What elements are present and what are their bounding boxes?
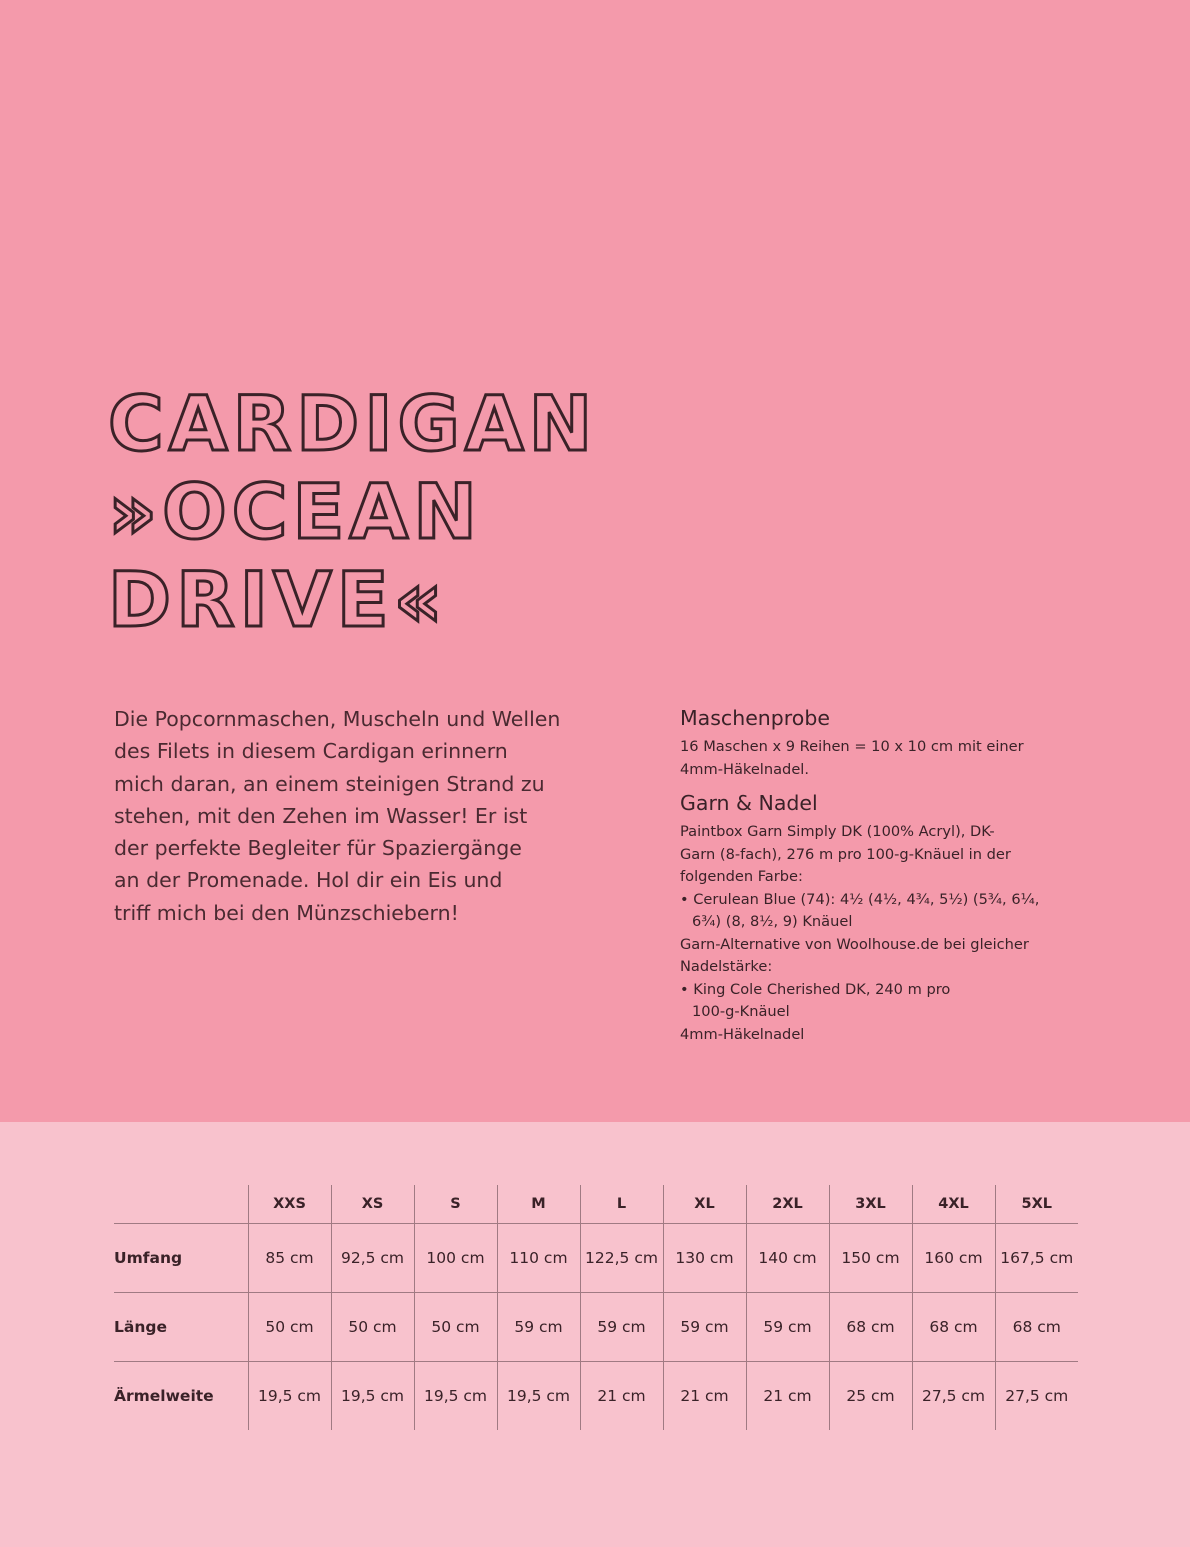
size-header: 4XL: [912, 1185, 995, 1224]
table-cell: 68 cm: [995, 1293, 1078, 1362]
garn-bullet-line: 100-g-Knäuel: [692, 1003, 790, 1020]
table-cell: 21 cm: [580, 1362, 663, 1431]
row-label: Länge: [114, 1293, 248, 1362]
size-header: 2XL: [746, 1185, 829, 1224]
table-cell: 19,5 cm: [497, 1362, 580, 1431]
table-cell: 68 cm: [912, 1293, 995, 1362]
table-cell: 19,5 cm: [331, 1362, 414, 1431]
size-table: [114, 1185, 1078, 1430]
table-cell: 122,5 cm: [580, 1224, 663, 1293]
table-cell: 130 cm: [663, 1224, 746, 1293]
table-row: [114, 1224, 1078, 1293]
table-cell: 160 cm: [912, 1224, 995, 1293]
garn-heading: Garn & Nadel: [680, 791, 818, 815]
size-header: XXS: [248, 1185, 331, 1224]
table-cell: 50 cm: [248, 1293, 331, 1362]
table-cell: 68 cm: [829, 1293, 912, 1362]
table-cell: 50 cm: [331, 1293, 414, 1362]
garn-alt-line: Nadelstärke:: [680, 958, 773, 975]
garn-bullet-line: • Cerulean Blue (74): 4½ (4½, 4¾, 5½) (5¾, 6¼,: [680, 890, 1040, 908]
table-row: [114, 1293, 1078, 1362]
table-cell: 19,5 cm: [414, 1362, 497, 1431]
table-cell: 50 cm: [414, 1293, 497, 1362]
garn-alt-line: Garn-Alternative von Woolhouse.de bei gleicher: [680, 935, 1029, 953]
maschenprobe-line: 16 Maschen x 9 Reihen = 10 x 10 cm mit einer: [680, 738, 1024, 755]
size-header: M: [497, 1185, 580, 1224]
size-header: XS: [331, 1185, 414, 1224]
title-line: CARDIGAN: [108, 379, 598, 468]
maschenprobe-line: 4mm-Häkelnadel.: [680, 760, 809, 778]
maschenprobe-text: [680, 736, 1100, 781]
intro-line: an der Promenade. Hol dir ein Eis und: [114, 868, 503, 893]
table-cell: 140 cm: [746, 1224, 829, 1293]
table-cell: 27,5 cm: [995, 1362, 1078, 1431]
intro-line: der perfekte Begleiter für Spaziergänge: [114, 836, 522, 861]
table-cell: 150 cm: [829, 1224, 912, 1293]
size-header-row: [114, 1185, 1078, 1224]
specs-column: [680, 704, 1100, 1046]
size-header: 3XL: [829, 1185, 912, 1224]
table-cell: 25 cm: [829, 1362, 912, 1431]
garn-line: Garn (8-fach), 276 m pro 100-g-Knäuel in der: [680, 845, 1011, 863]
table-cell: 21 cm: [663, 1362, 746, 1431]
row-label: Ärmelweite: [114, 1387, 214, 1405]
table-cell: 59 cm: [746, 1293, 829, 1362]
pattern-title: [108, 380, 597, 644]
intro-line: stehen, mit den Zehen im Wasser! Er ist: [114, 803, 528, 828]
table-cell: 21 cm: [746, 1362, 829, 1431]
intro-line: mich daran, an einem steinigen Strand zu: [114, 771, 545, 796]
intro-line: des Filets in diesem Cardigan erinnern: [114, 739, 508, 764]
size-header: XL: [663, 1185, 746, 1224]
intro-line: triff mich bei den Münzschiebern!: [114, 900, 459, 925]
table-cell: 85 cm: [248, 1224, 331, 1293]
table-cell: 59 cm: [580, 1293, 663, 1362]
garn-needle: 4mm-Häkelnadel: [680, 1025, 805, 1043]
row-label: Umfang: [114, 1224, 248, 1293]
size-header: L: [580, 1185, 663, 1224]
table-cell: 19,5 cm: [248, 1362, 331, 1431]
garn-bullet-line: 6¾) (8, 8½, 9) Knäuel: [692, 913, 853, 930]
size-header: 5XL: [995, 1185, 1078, 1224]
table-cell: 92,5 cm: [331, 1224, 414, 1293]
size-header: S: [414, 1185, 497, 1224]
title-line: DRIVE«: [108, 555, 448, 644]
maschenprobe-heading: Maschenprobe: [680, 706, 830, 730]
intro-text: [114, 703, 604, 929]
size-header-empty: [114, 1185, 248, 1224]
table-cell: 59 cm: [663, 1293, 746, 1362]
intro-line: Die Popcornmaschen, Muscheln und Wellen: [114, 707, 561, 731]
garn-text: [680, 821, 1100, 1046]
table-cell: 167,5 cm: [995, 1224, 1078, 1293]
table-cell: 100 cm: [414, 1224, 497, 1293]
table-row: [114, 1362, 1078, 1431]
garn-bullet-line: • King Cole Cherished DK, 240 m pro: [680, 980, 951, 998]
title-line: »OCEAN: [108, 467, 482, 556]
garn-line: Paintbox Garn Simply DK (100% Acryl), DK-: [680, 823, 995, 840]
table-cell: 110 cm: [497, 1224, 580, 1293]
garn-line: folgenden Farbe:: [680, 868, 803, 885]
table-cell: 59 cm: [497, 1293, 580, 1362]
table-cell: 27,5 cm: [912, 1362, 995, 1431]
